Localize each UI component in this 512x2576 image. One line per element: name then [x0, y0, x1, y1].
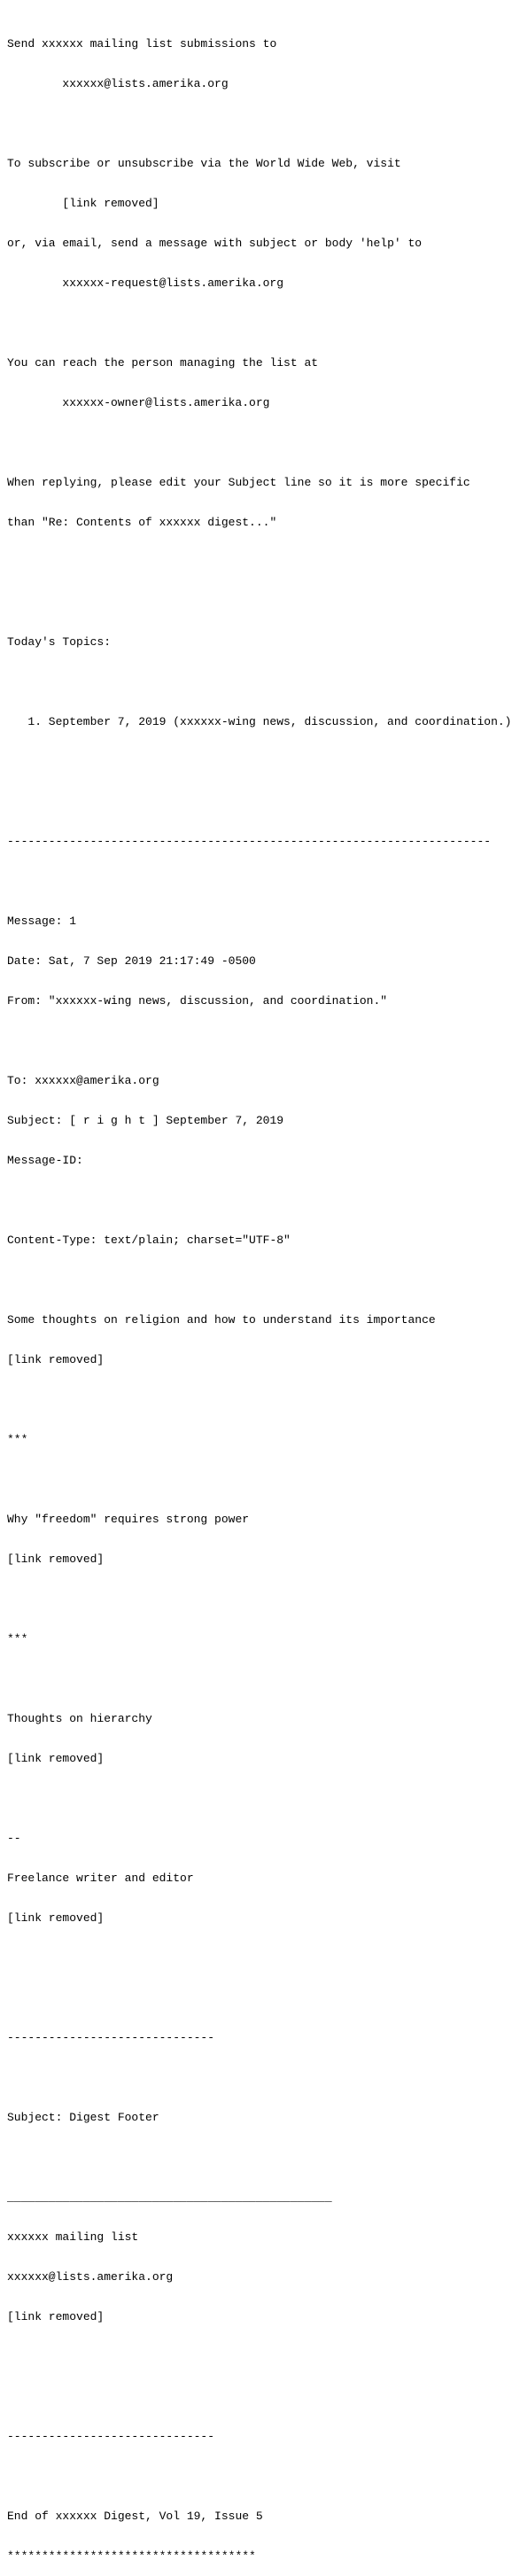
body-line: --: [7, 1832, 21, 1845]
footer-subject: Subject: Digest Footer: [7, 2111, 159, 2124]
footer-list-name: xxxxxx mailing list: [7, 2230, 139, 2244]
blank-line: [7, 675, 512, 689]
blank-line: [7, 875, 512, 888]
body-line: [link removed]: [7, 1353, 105, 1366]
blank-line: [7, 1034, 512, 1047]
body-line: [7, 1473, 512, 1486]
owner-address: xxxxxx-owner@lists.amerika.org: [62, 396, 270, 409]
request-address: xxxxxx-request@lists.amerika.org: [62, 276, 284, 290]
message-date: Date: Sat, 7 Sep 2019 21:17:49 -0500: [7, 954, 256, 968]
submit-address: xxxxxx@lists.amerika.org: [62, 77, 229, 90]
blank-line: [7, 2151, 512, 2164]
blank-line: [7, 1951, 512, 1965]
body-line: [link removed]: [7, 1752, 105, 1765]
message-from: From: "xxxxxx-wing news, discussion, and coordination.": [7, 994, 388, 1008]
blank-line: [7, 556, 512, 569]
footer-list-address: xxxxxx@lists.amerika.org: [7, 2270, 174, 2284]
message-id: Message-ID:: [7, 1154, 83, 1167]
blank-line: [7, 755, 512, 768]
body-line: ***: [7, 1632, 28, 1646]
message-subject: Subject: [ r i g h t ] September 7, 2019: [7, 1114, 284, 1127]
blank-line: [7, 316, 512, 330]
blank-line: [7, 2071, 512, 2084]
blank-line: [7, 2390, 512, 2403]
blank-line: [7, 2350, 512, 2363]
blank-line: [7, 117, 512, 130]
blank-line: [7, 795, 512, 808]
reply-line-2: than "Re: Contents of xxxxxx digest...": [7, 516, 277, 529]
body-line: [7, 1672, 512, 1685]
separator-short: ------------------------------: [7, 2031, 215, 2044]
content-type: Content-Type: text/plain; charset="UTF-8": [7, 1234, 291, 1247]
footer-list-link: [link removed]: [7, 2310, 105, 2323]
blank-line: [7, 1194, 512, 1207]
subscribe-link: [link removed]: [62, 197, 159, 210]
body-line: Freelance writer and editor: [7, 1872, 194, 1885]
blank-line: [7, 2470, 512, 2483]
footer-stars: ************************************: [7, 2549, 256, 2563]
body-line: Thoughts on hierarchy: [7, 1712, 152, 1725]
body-line: ***: [7, 1433, 28, 1446]
separator-long: ----------------------------------------------------------------------: [7, 835, 492, 848]
blank-line: [7, 1273, 512, 1287]
blank-line: [7, 595, 512, 609]
blank-line: [7, 436, 512, 449]
body-line: [7, 1393, 512, 1406]
body-line: Why "freedom" requires strong power: [7, 1513, 250, 1526]
body-line: Some thoughts on religion and how to understand its importance: [7, 1313, 436, 1327]
body-line: [7, 1592, 512, 1606]
topic-item: 1. September 7, 2019 (xxxxxx-wing news, discussion, and coordination.): [27, 715, 512, 728]
blank-line: [7, 1991, 512, 2004]
owner-line: You can reach the person managing the list at: [7, 356, 319, 370]
footer-rule: _______________________________________________: [7, 2191, 332, 2204]
reply-line-1: When replying, please edit your Subject line so it is more specific: [7, 476, 470, 489]
message-number: Message: 1: [7, 914, 77, 928]
email-line: or, via email, send a message with subject or body 'help' to: [7, 237, 423, 250]
message-to: To: xxxxxx@amerika.org: [7, 1074, 159, 1087]
body-line: [7, 1792, 512, 1805]
body-line: [link removed]: [7, 1911, 105, 1925]
body-line: [link removed]: [7, 1553, 105, 1566]
subscribe-line: To subscribe or unsubscribe via the World Wide Web, visit: [7, 157, 401, 170]
separator-short: ------------------------------: [7, 2430, 215, 2443]
topics-heading: Today's Topics:: [7, 635, 112, 649]
submit-line: Send xxxxxx mailing list submissions to: [7, 37, 277, 51]
end-line: End of xxxxxx Digest, Vol 19, Issue 5: [7, 2510, 263, 2523]
